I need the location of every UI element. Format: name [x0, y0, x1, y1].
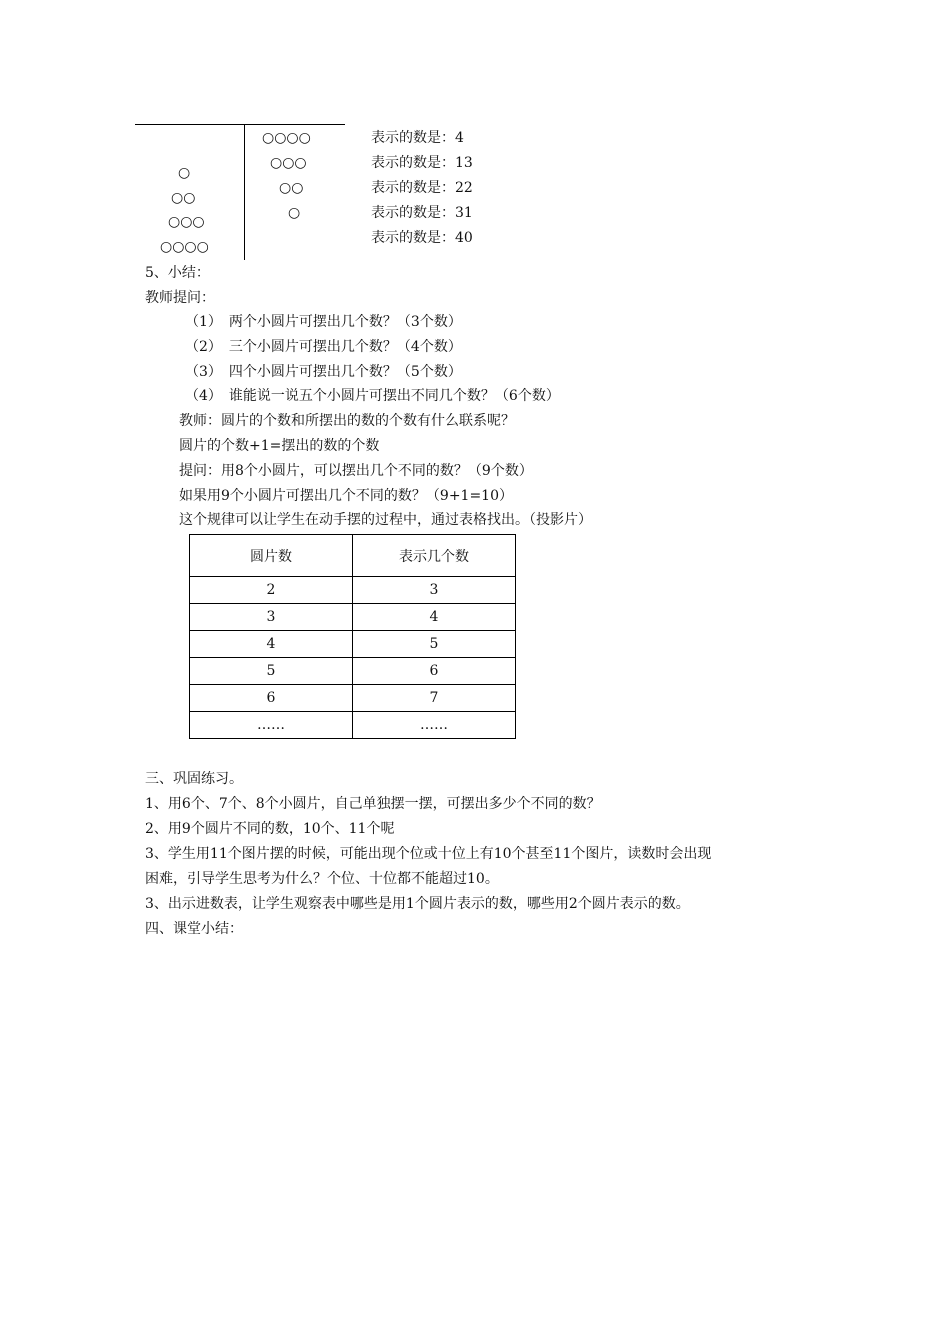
table-row	[190, 604, 516, 631]
table-cell: 5	[190, 658, 353, 685]
table-intro: 这个规律可以让学生在动手摆的过程中，通过表格找出。（投影片）	[179, 512, 592, 528]
summary-heading: 5、小结：	[145, 265, 210, 281]
question-4: （4） 谁能说一说五个小圆片可摆出不同几个数？（6个数）	[185, 388, 560, 404]
table-row	[190, 658, 516, 685]
question-eight: 提问：用8个小圆片，可以摆出几个不同的数？（9个数）	[179, 463, 533, 479]
table-cell: 3	[190, 604, 353, 631]
question-1: （1） 两个小圆片可摆出几个数？（3个数）	[185, 314, 462, 330]
table-cell: 6	[190, 685, 353, 712]
right-row-1: ○○○○	[262, 130, 311, 146]
table-cell: 4	[190, 631, 353, 658]
table-header-row	[190, 535, 516, 577]
left-row-3: ○○○	[168, 214, 205, 230]
reading-2: 表示的数是：13	[371, 155, 473, 171]
question-nine: 如果用9个小圆片可摆出几个不同的数？（9+1=10）	[179, 488, 513, 504]
right-row-3: ○○	[279, 180, 304, 196]
table-header-cell: 圆片数	[190, 535, 353, 577]
right-row-4: ○	[288, 205, 301, 221]
abacus-divider	[244, 124, 245, 260]
reading-5: 表示的数是：40	[371, 230, 473, 246]
exercise-3b: 困难，引导学生思考为什么？个位、十位都不能超过10。	[145, 871, 499, 887]
abacus-top-rule	[135, 124, 345, 125]
exercise-1: 1、用6个、7个、8个小圆片，自己单独摆一摆，可摆出多少个不同的数？	[145, 796, 601, 812]
table-cell: 2	[190, 577, 353, 604]
table-row	[190, 577, 516, 604]
section3-title: 三、巩固练习。	[145, 771, 243, 787]
left-row-2: ○○	[171, 190, 196, 206]
question-2: （2） 三个小圆片可摆出几个数？（4个数）	[185, 339, 462, 355]
teacher-question-label: 教师提问：	[145, 290, 215, 306]
coin-count-table	[189, 534, 516, 739]
reading-1: 表示的数是：4	[371, 130, 464, 146]
table-row	[190, 631, 516, 658]
exercise-2: 2、用9个圆片不同的数，10个、11个呢	[145, 821, 395, 837]
question-3: （3） 四个小圆片可摆出几个数？（5个数）	[185, 364, 462, 380]
left-row-1: ○	[178, 165, 191, 181]
table-cell: 7	[353, 685, 516, 712]
reading-3: 表示的数是：22	[371, 180, 473, 196]
left-row-4: ○○○○	[160, 239, 209, 255]
reading-4: 表示的数是：31	[371, 205, 473, 221]
table-cell: ……	[190, 712, 353, 739]
table-row	[190, 712, 516, 739]
exercise-3c: 3、出示进数表，让学生观察表中哪些是用1个圆片表示的数，哪些用2个圆片表示的数。	[145, 896, 690, 912]
rule-formula: 圆片的个数+1=摆出的数的个数	[179, 438, 380, 454]
table-row	[190, 685, 516, 712]
table-header-cell: 表示几个数	[353, 535, 516, 577]
section4-title: 四、课堂小结：	[145, 921, 243, 937]
table-cell: ……	[353, 712, 516, 739]
table-cell: 6	[353, 658, 516, 685]
table-cell: 5	[353, 631, 516, 658]
table-cell: 3	[353, 577, 516, 604]
teacher-remark: 教师：圆片的个数和所摆出的数的个数有什么联系呢？	[179, 413, 515, 429]
right-row-2: ○○○	[270, 155, 307, 171]
exercise-3a: 3、学生用11个图片摆的时候，可能出现个位或十位上有10个甚至11个图片，读数时会出现	[145, 846, 712, 862]
table-cell: 4	[353, 604, 516, 631]
